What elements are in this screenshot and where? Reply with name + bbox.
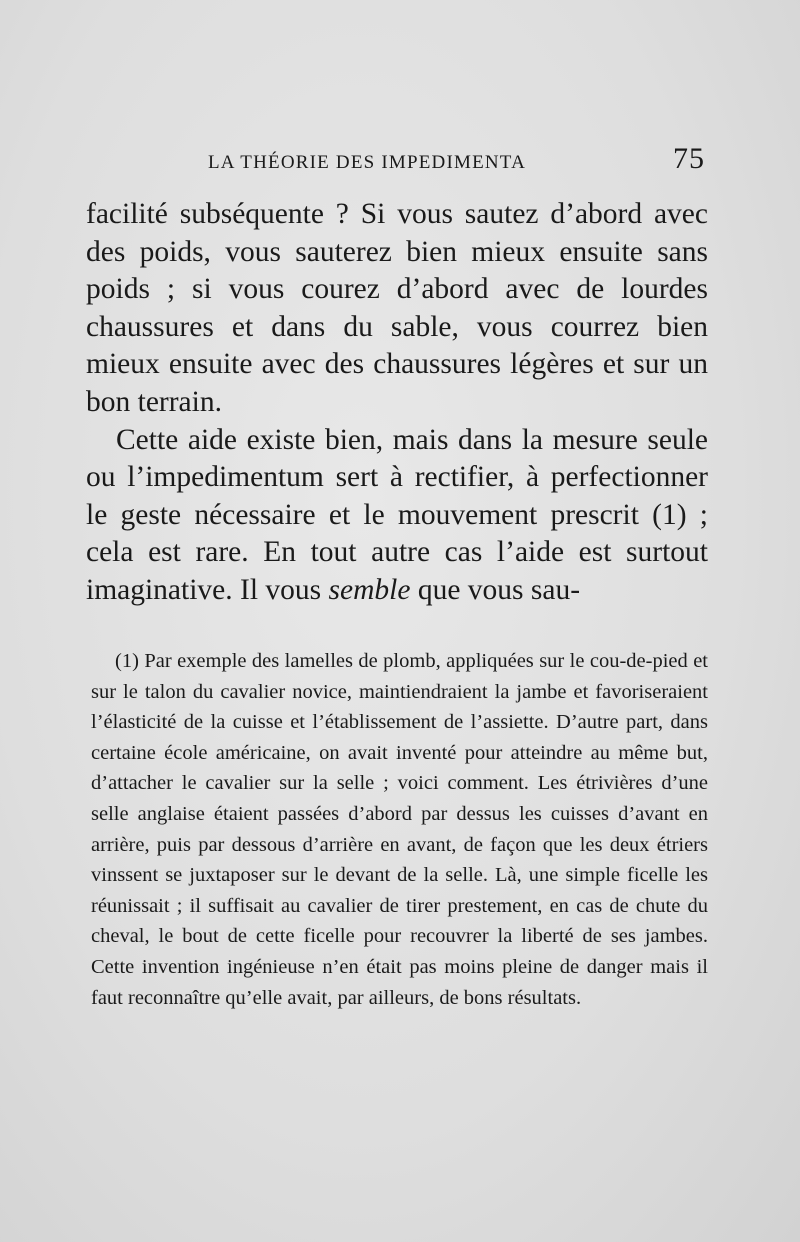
footnote-text: (1) Par exemple des lamelles de plomb, appliquées sur le cou-de-pied et sur le talon du cavalier novice, maintiendraient la jambe et favoriseraient l’élasticité de la cuisse et l’établissement de l’assiette. D’autre part, dans certaine école américaine, on avait inventé pour atteindre au même but, d’attacher le cavalier sur la selle ; voici comment. Les étrivières d’une selle anglaise étaient passées d’abord par dessus les cuisses d’avant en arrière, puis par dessous d’arrière en avant, de façon que les deux étriers vinssent se juxtaposer sur le devant de la selle. Là, une simple ficelle les réunissait ; il suffisait au cavalier de tirer prestement, en cas de chute du cheval, le bout de cette ficelle pour recouvrer la liberté de ses jambes. Cette invention ingénieuse n’en était pas moins pleine de danger mais il faut reconnaître qu’elle avait, par ailleurs, de bons résultats. (91, 650, 708, 1009)
page-number: 75 (673, 142, 705, 175)
paragraph-continuation: facilité subséquente ? Si vous sautez d’abord avec des poids, vous sauterez bien mieux ensuite sans poids ; si vous courez d’abord avec de lourdes chaussures et dans du sable, vous courrez bien mieux ensuite avec des chaussures légères et sur un bon terrain. (86, 198, 708, 418)
paragraph-text-end: que vous sau- (410, 573, 581, 606)
main-text (86, 196, 708, 610)
paragraph (86, 422, 708, 610)
paragraph-text: Cette aide existe bien, mais dans la mesure seule ou l’impedimentum sert à rectifier, à perfectionner le geste nécessaire et le mouvement prescrit (1) ; cela est rare. En tout autre cas l’aide est surtout imaginative. Il vous (86, 423, 708, 606)
running-title: LA THÉORIE DES IMPEDIMENTA (208, 152, 527, 173)
emphasized-word: semble (328, 573, 411, 606)
footnote (91, 646, 708, 1013)
page-header (90, 142, 705, 182)
